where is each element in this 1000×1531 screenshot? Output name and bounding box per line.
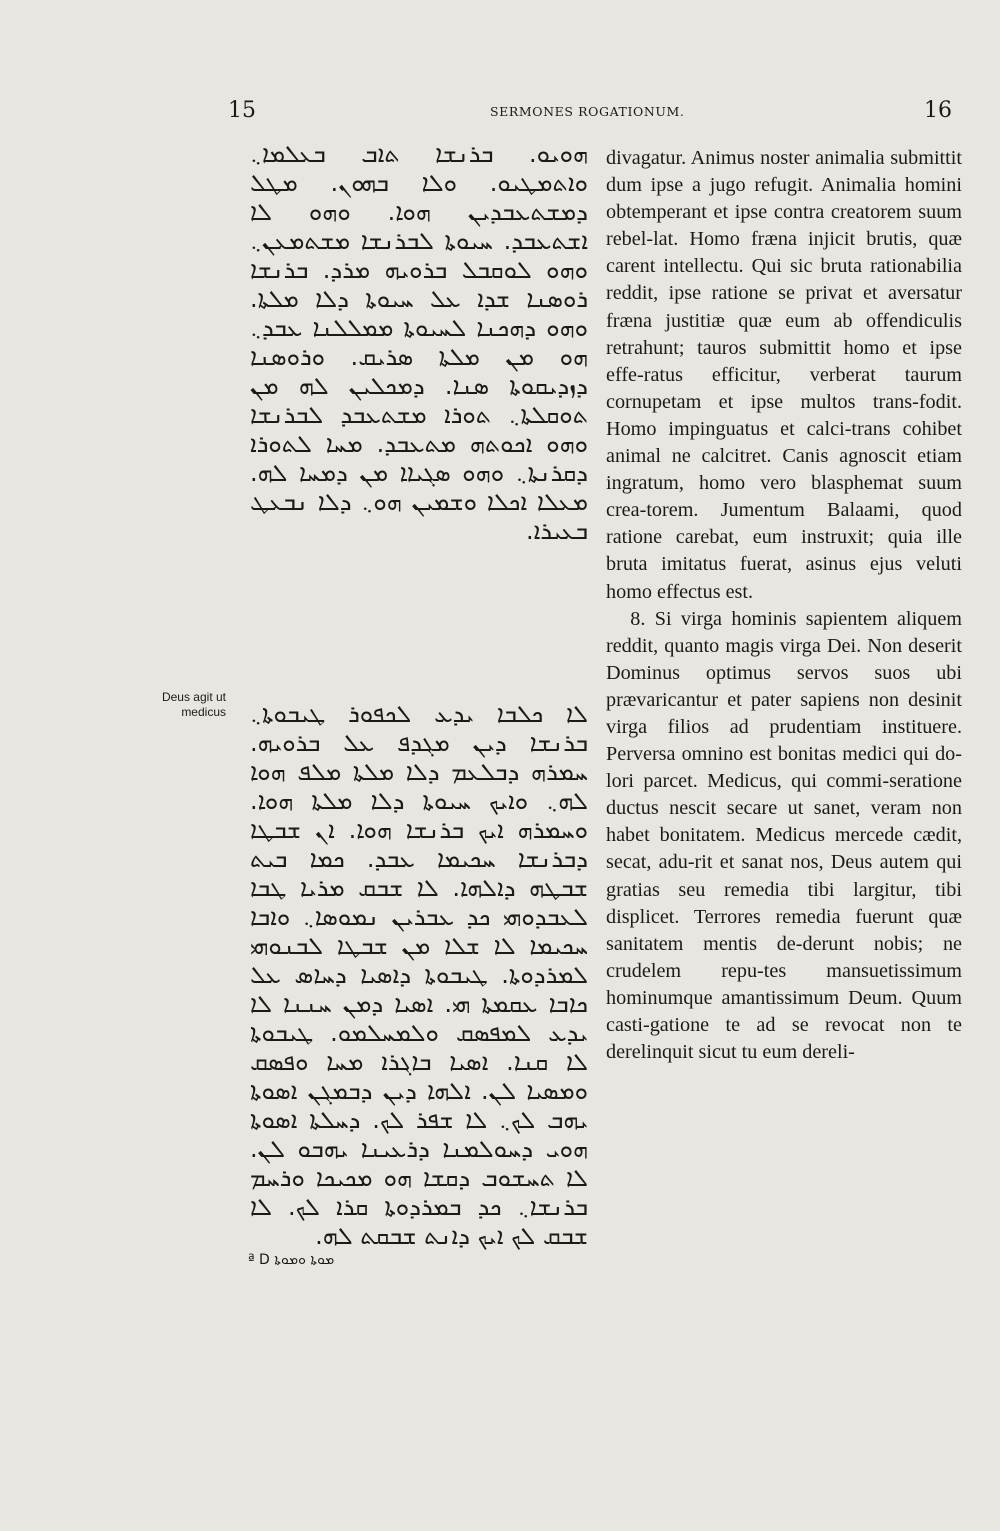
latin-column bbox=[606, 145, 962, 1066]
footnote: ª D ܡܘܬܐ ܘܡܘܬܐ bbox=[248, 1252, 335, 1268]
latin-paragraph-1: divagatur. Animus noster animalia submittit dum ipse a jugo refugit. Animalia homini obtemperant et ipse contra creatorem suum rebel-lat. Homo fræna injicit brutis, quæ carent intellectu. Qui sic bruta rationabilia reddit, ipse ratione se privat et aversatur fræna justitiæ quæ eum ab offendiculis retrahunt; tauros submittit homo et ipse effe-ratus efficitur, verberat taurum cornupetam et ipse multos trans-fodit. Homo impinguatus et calci-trans cohibet animal ne calcitret. Canis agnoscit etiam ingratum, homo vero blasphemat suum crea-torem. Jumentum Balaami, quod ratione carebat, eum instruxit; quia ille bruta imitatus fuerat, asinus ejus veluti homo effectus est. bbox=[606, 147, 962, 603]
syriac-paragraph-2: ܠܐ ܟܠܒܐ ܝܕܥ ܠܟܦܘܪ ܛܝܒܘܬܐ܆ ܒܪܢܫܐ ܕܝܢ ܡܓܕܦ ܥܠ ܒܪܘܝܗ. ܚܡܪܗ ܕܒܠܥܡ ܕܠܐ ܡܠܬܐ ܡܠܦ ܗܘܐ ܠܗ܆ ܘܐܝܟ ܚܝܘܬܐ ܕܠܐ ܡܠܬܐ ܗܘܐ. ܘܚܡܪܗ ܐܝܟ ܒܪܢܫܐ ܗܘܐ. ܐܢ ܫܒܛܐ ܕܒܪܢܫܐ ܚܟܝܡܐ ܥܒܕ. ܟܡܐ ܒܝܬ ܫܒܛܗ ܕܐܠܗܐ. ܠܐ ܫܒܩ ܡܪܝܐ ܛܒܐ ܠܥܒܕܘܗܝ ܟܕ ܥܒܪܝܢ ܢܡܘܣܐ܆ ܘܐܒܐ ܚܟܝܡܐ ܠܐ ܫܠܐ ܡܢ ܫܒܛܐ ܠܒܢܘܗܝ ܠܡܪܕܘܬܐ. ܛܝܒܘܬܐ ܕܐܣܝܐ ܕܚܐܣ ܥܠ ܟܐܒܐ ܥܩܡܬܐ ܗܝ. ܐܣܝܐ ܕܡܢ ܚܢܢܐ ܠܐ ܝܕܥ ܠܡܦܣܩ ܘܠܡܚܠܡܘ. ܛܝܒܘܬܐ ܠܐ ܩܢܐ. ܐܣܝܐ ܒܐܓܪܐ ܡܚܐ ܘܦܣܩ ܘܡܣܝܐ ܠܢ. ܐܠܗܐ ܕܝܢ ܕܒܡܓܢ ܐܣܘܬܐ ܝܗܒ ܠܟ܆ ܠܐ ܫܦܪ ܠܟ. ܕܚܠܬܐ ܐܣܘܬܐ ܗܘܝ ܕܚܘܠܡܢܐ ܕܪܥܝܢܐ ܝܗܒܘ ܠܢ. ܠܐ ܬܚܫܘܒ ܕܩܫܐ ܗܘ ܡܟܝܟܐ ܘܪܚܡ ܒܪܢܫܐ܆ ܟܕ ܒܡܪܕܘܬܐ ܩܪܐ ܠܟ. ܠܐ ܫܒܩ ܠܟ ܐܝܟ ܕܐܢܬ ܫܒܩܬ ܠܗ. bbox=[250, 700, 588, 1250]
page-number-right: 16 bbox=[924, 98, 952, 123]
latin-paragraph-2: 8. Si virga hominis sapientem aliquem reddit, quanto magis virga Dei. Non deserit Dominus optimus servos suos ubi prævaricantur et pater sapiens non desinit virga filios ad prudentiam instituere. Perversa omnino est bonitas medici qui do-lori parcet. Medicus, qui commi-seratione ductus nescit secare ut sanet, veram non habet bonitatem. Medicus mercede cædit, secat, adu-rit et sanat nos, Deus autem qui gratias seu remedia tibi largitur, tibi displicet. Terrores remedia fuerunt quæ sanitatem mentis de-derunt nobis; ne crudelem repu-tes mansuetissimum hominumque amantissimum Deum. Quum casti-gatione te ad se revocat non te derelinquit sicut tu eum dereli- bbox=[606, 607, 962, 1064]
column-gap bbox=[250, 546, 588, 700]
margin-note: Deus agit ut medicus bbox=[161, 690, 226, 719]
syriac-column bbox=[250, 140, 588, 1251]
page-number-left: 15 bbox=[228, 98, 256, 123]
syriac-paragraph-1: ܗܘܝܘ. ܒܪܢܫܐ ܬܐܒ ܒܥܠܡܐ܆ ܘܐܬܡܛܝܘ. ܘܠܐ ܒܗܘܢ. ܡܛܠ ܕܡܫܬܥܒܕܝܢ ܗܘܐ. ܘܗܘ ܠܐ ܐܫܬܥܒܕ. ܚܝܘܬܐ ܠܒܪܢܫܐ ܡܫܬܡܥܢ܆ ܘܗܘ ܠܘܩܒܠ ܒܪܘܝܗ ܡܪܕ. ܒܪܢܫܐ ܪܘܣܢܐ ܫܕܐ ܥܠ ܚܝܘܬܐ ܕܠܐ ܡܠܬܐ. ܘܗܘ ܕܗܟܢܐ ܠܚܝܘܬܐ ܡܡܠܠܢܐ ܥܒܕ܆ ܗܘ ܡܢ ܡܠܬܐ ܣܪܝܩ. ܘܪܘܣܢܐ ܕܙܕܝܩܘܬܐ ܣܢܐ. ܕܡܟܠܝܢ ܠܗ ܡܢ ܬܘܩܠܬܐ܆ ܬܘܪܐ ܡܫܬܥܒܕ ܠܒܪܢܫܐ ܘܗܘ ܐܟܘܬܗ ܡܬܥܒܕ. ܡܚܐ ܠܬܘܪܐ ܕܩܪܢܬܐ܆ ܘܗܘ ܣܓܝܐܐ ܡܢ ܕܡܚܐ ܠܗ. ܡܥܠܐ ܐܟܠܐ ܘܫܡܝܢ ܗܘ܆ ܕܠܐ ܢܒܥܛ ܒܥܝܪܐ. bbox=[250, 140, 588, 545]
running-title: SERMONES ROGATIONUM. bbox=[490, 104, 685, 119]
